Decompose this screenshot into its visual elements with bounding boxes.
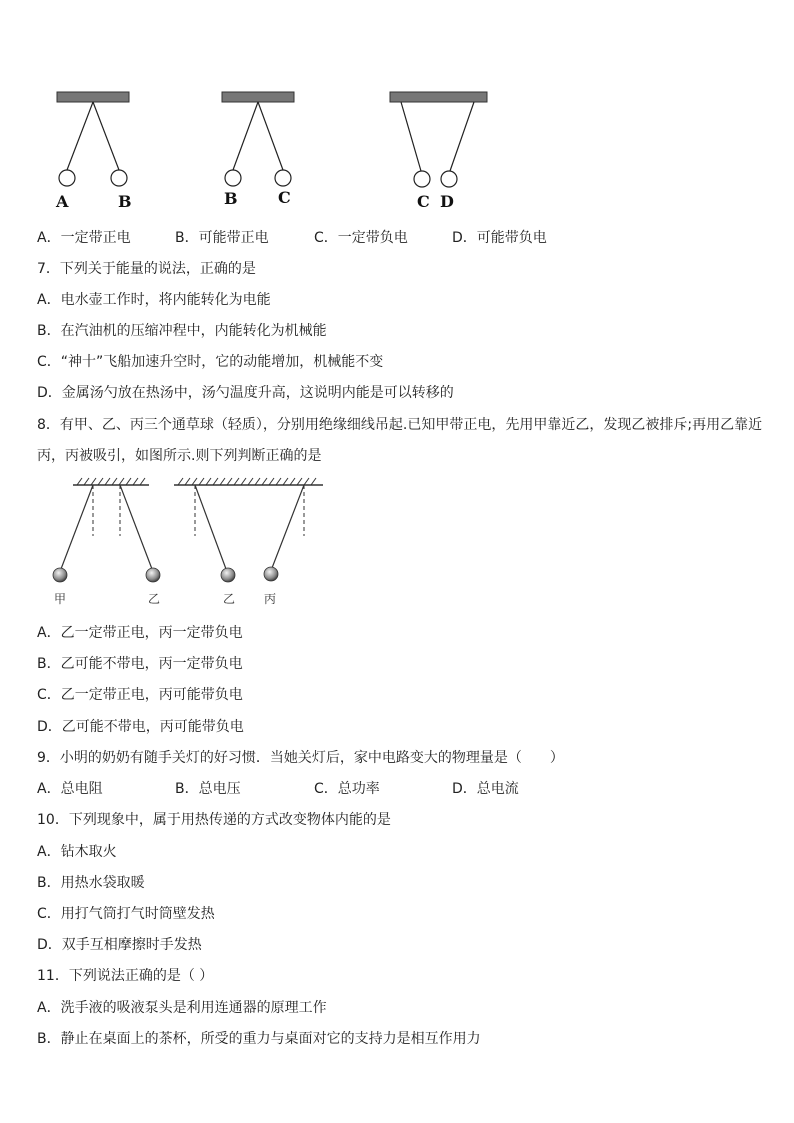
ball-yi2 [221, 568, 235, 582]
q9-option-a[interactable]: A．总电阻 [37, 781, 103, 797]
q10-option-c[interactable]: C．用打气筒打气时筒壁发热 [37, 906, 215, 922]
label-c: C [278, 188, 291, 207]
label-d: D [440, 192, 454, 211]
ball-jia [53, 568, 67, 582]
label-a: A [56, 192, 69, 211]
ball-d [441, 171, 457, 187]
q10-option-a[interactable]: A．钻木取火 [37, 844, 117, 860]
q7-option-a[interactable]: A．电水壶工作时，将内能转化为电能 [37, 292, 271, 308]
q8-stem-line2: 丙，丙被吸引，如图所示.则下列判断正确的是 [37, 448, 322, 464]
ball-b2 [225, 170, 241, 186]
q10-option-b[interactable]: B．用热水袋取暖 [37, 875, 145, 891]
ball-yi [146, 568, 160, 582]
q6-option-a[interactable]: A．一定带正电 [37, 230, 131, 246]
label-yi2: 乙 [223, 592, 236, 606]
q8-option-b[interactable]: B．乙可能不带电，丙一定带负电 [37, 656, 243, 672]
figure-pendulum-pairs [40, 85, 510, 215]
ceiling-right [174, 478, 323, 606]
ball-a [59, 170, 75, 186]
q11-option-b[interactable]: B．静止在桌面上的茶杯，所受的重力与桌面对它的支持力是相互作用力 [37, 1031, 481, 1047]
ball-c [275, 170, 291, 186]
label-c2: C [417, 192, 430, 211]
q11-stem: 11．下列说法正确的是（ ） [37, 968, 214, 984]
q6-option-b[interactable]: B．可能带正电 [175, 230, 269, 246]
pendulum-pair-cd [390, 92, 487, 211]
q7-option-c[interactable]: C．“神十”飞船加速升空时，它的动能增加，机械能不变 [37, 354, 384, 370]
q7-option-d[interactable]: D．金属汤勺放在热汤中，汤勺温度升高，这说明内能是可以转移的 [37, 385, 454, 401]
q6-option-d[interactable]: D．可能带负电 [452, 230, 547, 246]
pendulum-pair-ab [55, 92, 132, 211]
q8-stem-line1: 8．有甲、乙、丙三个通草球（轻质），分别用绝缘细线吊起.已知甲带正电，先用甲靠近乙，发现乙被排斥;再用乙靠近 [37, 417, 763, 433]
q8-option-d[interactable]: D．乙可能不带电，丙可能带负电 [37, 719, 244, 735]
figure-charged-balls [40, 474, 340, 609]
q9-option-d[interactable]: D．总电流 [452, 781, 519, 797]
label-b2: B [224, 189, 238, 208]
label-jia: 甲 [54, 592, 67, 606]
ball-bing [264, 567, 278, 581]
ball-c2 [414, 171, 430, 187]
ceiling-left [53, 478, 160, 606]
ball-b [111, 170, 127, 186]
q8-option-a[interactable]: A．乙一定带正电，丙一定带负电 [37, 625, 243, 641]
q6-option-c[interactable]: C．一定带负电 [314, 230, 408, 246]
q9-stem: 9．小明的奶奶有随手关灯的好习惯．当她关灯后，家中电路变大的物理量是（ ） [37, 750, 564, 766]
label-bing: 丙 [264, 592, 277, 606]
q11-option-a[interactable]: A．洗手液的吸液泵头是利用连通器的原理工作 [37, 1000, 327, 1016]
q9-option-c[interactable]: C．总功率 [314, 781, 380, 797]
q10-option-d[interactable]: D．双手互相摩擦时手发热 [37, 937, 202, 953]
label-b: B [118, 192, 132, 211]
q10-stem: 10．下列现象中，属于用热传递的方式改变物体内能的是 [37, 812, 391, 828]
q9-option-b[interactable]: B．总电压 [175, 781, 241, 797]
label-yi: 乙 [148, 592, 161, 606]
q7-stem: 7．下列关于能量的说法，正确的是 [37, 261, 256, 277]
pendulum-pair-bc [222, 92, 294, 208]
q8-option-c[interactable]: C．乙一定带正电，丙可能带负电 [37, 687, 243, 703]
q7-option-b[interactable]: B．在汽油机的压缩冲程中，内能转化为机械能 [37, 323, 327, 339]
